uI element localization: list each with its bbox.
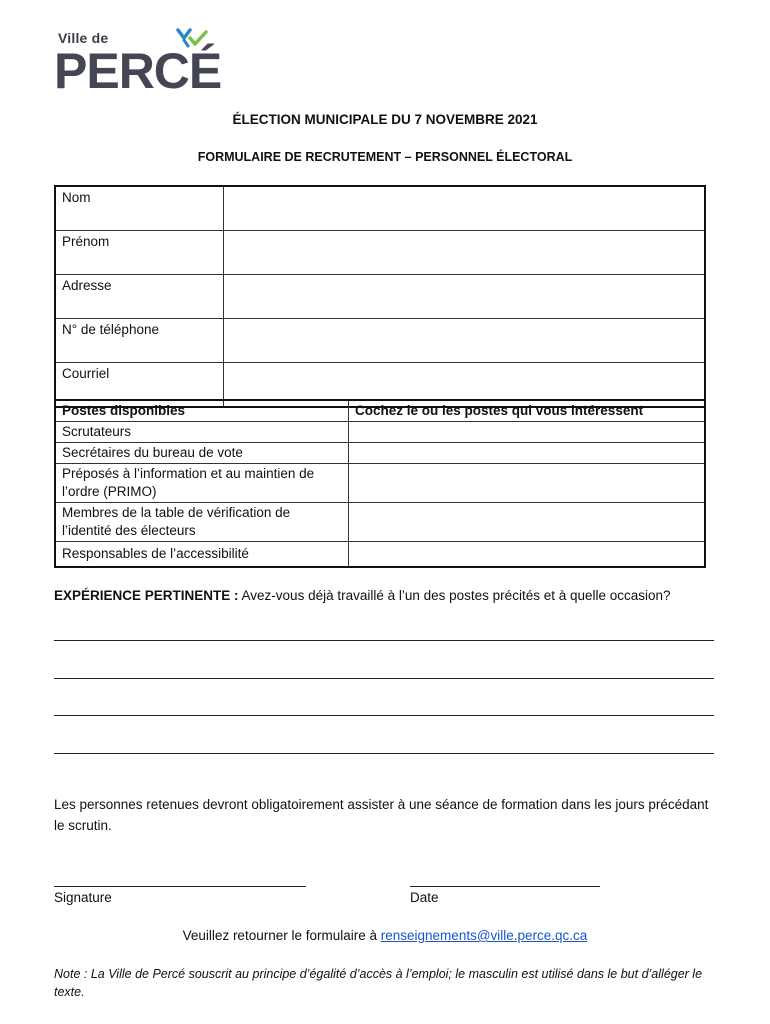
date-line[interactable]	[410, 886, 600, 887]
return-text: Veuillez retourner le formulaire à	[182, 928, 381, 943]
logo-big-text: PERCÉ	[54, 43, 222, 99]
positions-table	[54, 399, 706, 568]
field-input-prenom[interactable]	[224, 231, 706, 275]
identity-table	[54, 185, 706, 408]
position-checkbox-cell[interactable]	[349, 542, 706, 568]
field-label-nom: Nom	[55, 186, 224, 231]
table-row	[55, 319, 705, 363]
table-row	[55, 542, 705, 568]
footnote: Note : La Ville de Percé souscrit au principe d’égalité d’accès à l’emploi; le masculin est utilisé dans le but d’alléger le texte.	[54, 967, 703, 999]
experience-question	[54, 588, 724, 603]
experience-text: Avez-vous déjà travaillé à l’un des postes précités et à quelle occasion?	[238, 588, 671, 603]
logo-small-text: Ville de	[58, 30, 109, 46]
table-row	[55, 464, 705, 503]
field-input-telephone[interactable]	[224, 319, 706, 363]
signature-line[interactable]	[54, 886, 306, 887]
table-row	[55, 443, 705, 464]
answer-line-3[interactable]	[54, 715, 714, 716]
table-row	[55, 275, 705, 319]
table-header-row	[55, 400, 705, 422]
date-label: Date	[410, 890, 439, 905]
position-checkbox-cell[interactable]	[349, 422, 706, 443]
field-input-adresse[interactable]	[224, 275, 706, 319]
position-label: Scrutateurs	[55, 422, 349, 443]
experience-label: EXPÉRIENCE PERTINENTE :	[54, 588, 239, 603]
signature-label: Signature	[54, 890, 112, 905]
position-label: Responsables de l’accessibilité	[55, 542, 349, 568]
answer-line-1[interactable]	[54, 640, 714, 641]
positions-header-right: Cochez le ou les postes qui vous intéressent	[349, 400, 706, 422]
return-instruction	[0, 928, 770, 943]
position-checkbox-cell[interactable]	[349, 464, 706, 503]
page-title: ÉLECTION MUNICIPALE DU 7 NOVEMBRE 2021	[232, 112, 538, 127]
position-checkbox-cell[interactable]	[349, 503, 706, 542]
position-label: Secrétaires du bureau de vote	[55, 443, 349, 464]
field-label-adresse: Adresse	[55, 275, 224, 319]
field-label-prenom: Prénom	[55, 231, 224, 275]
position-label: Préposés à l’information et au maintien de l’ordre (PRIMO)	[55, 464, 349, 503]
position-label: Membres de la table de vérification de l’identité des électeurs	[55, 503, 349, 542]
table-row	[55, 186, 705, 231]
field-label-courriel: Courriel	[55, 363, 224, 408]
position-checkbox-cell[interactable]	[349, 443, 706, 464]
answer-line-4[interactable]	[54, 753, 714, 754]
answer-line-2[interactable]	[54, 678, 714, 679]
field-input-nom[interactable]	[224, 186, 706, 231]
page-subtitle: FORMULAIRE DE RECRUTEMENT – PERSONNEL ÉLECTORAL	[197, 150, 573, 164]
table-row	[55, 231, 705, 275]
positions-header-left: Postes disponibles	[55, 400, 349, 422]
table-row	[55, 503, 705, 542]
training-notice: Les personnes retenues devront obligatoirement assister à une séance de formation dans les jours précédant le scrutin.	[54, 797, 709, 833]
table-row	[55, 422, 705, 443]
field-label-telephone: N° de téléphone	[55, 319, 224, 363]
email-link[interactable]: renseignements@ville.perce.qc.ca	[380, 928, 588, 943]
